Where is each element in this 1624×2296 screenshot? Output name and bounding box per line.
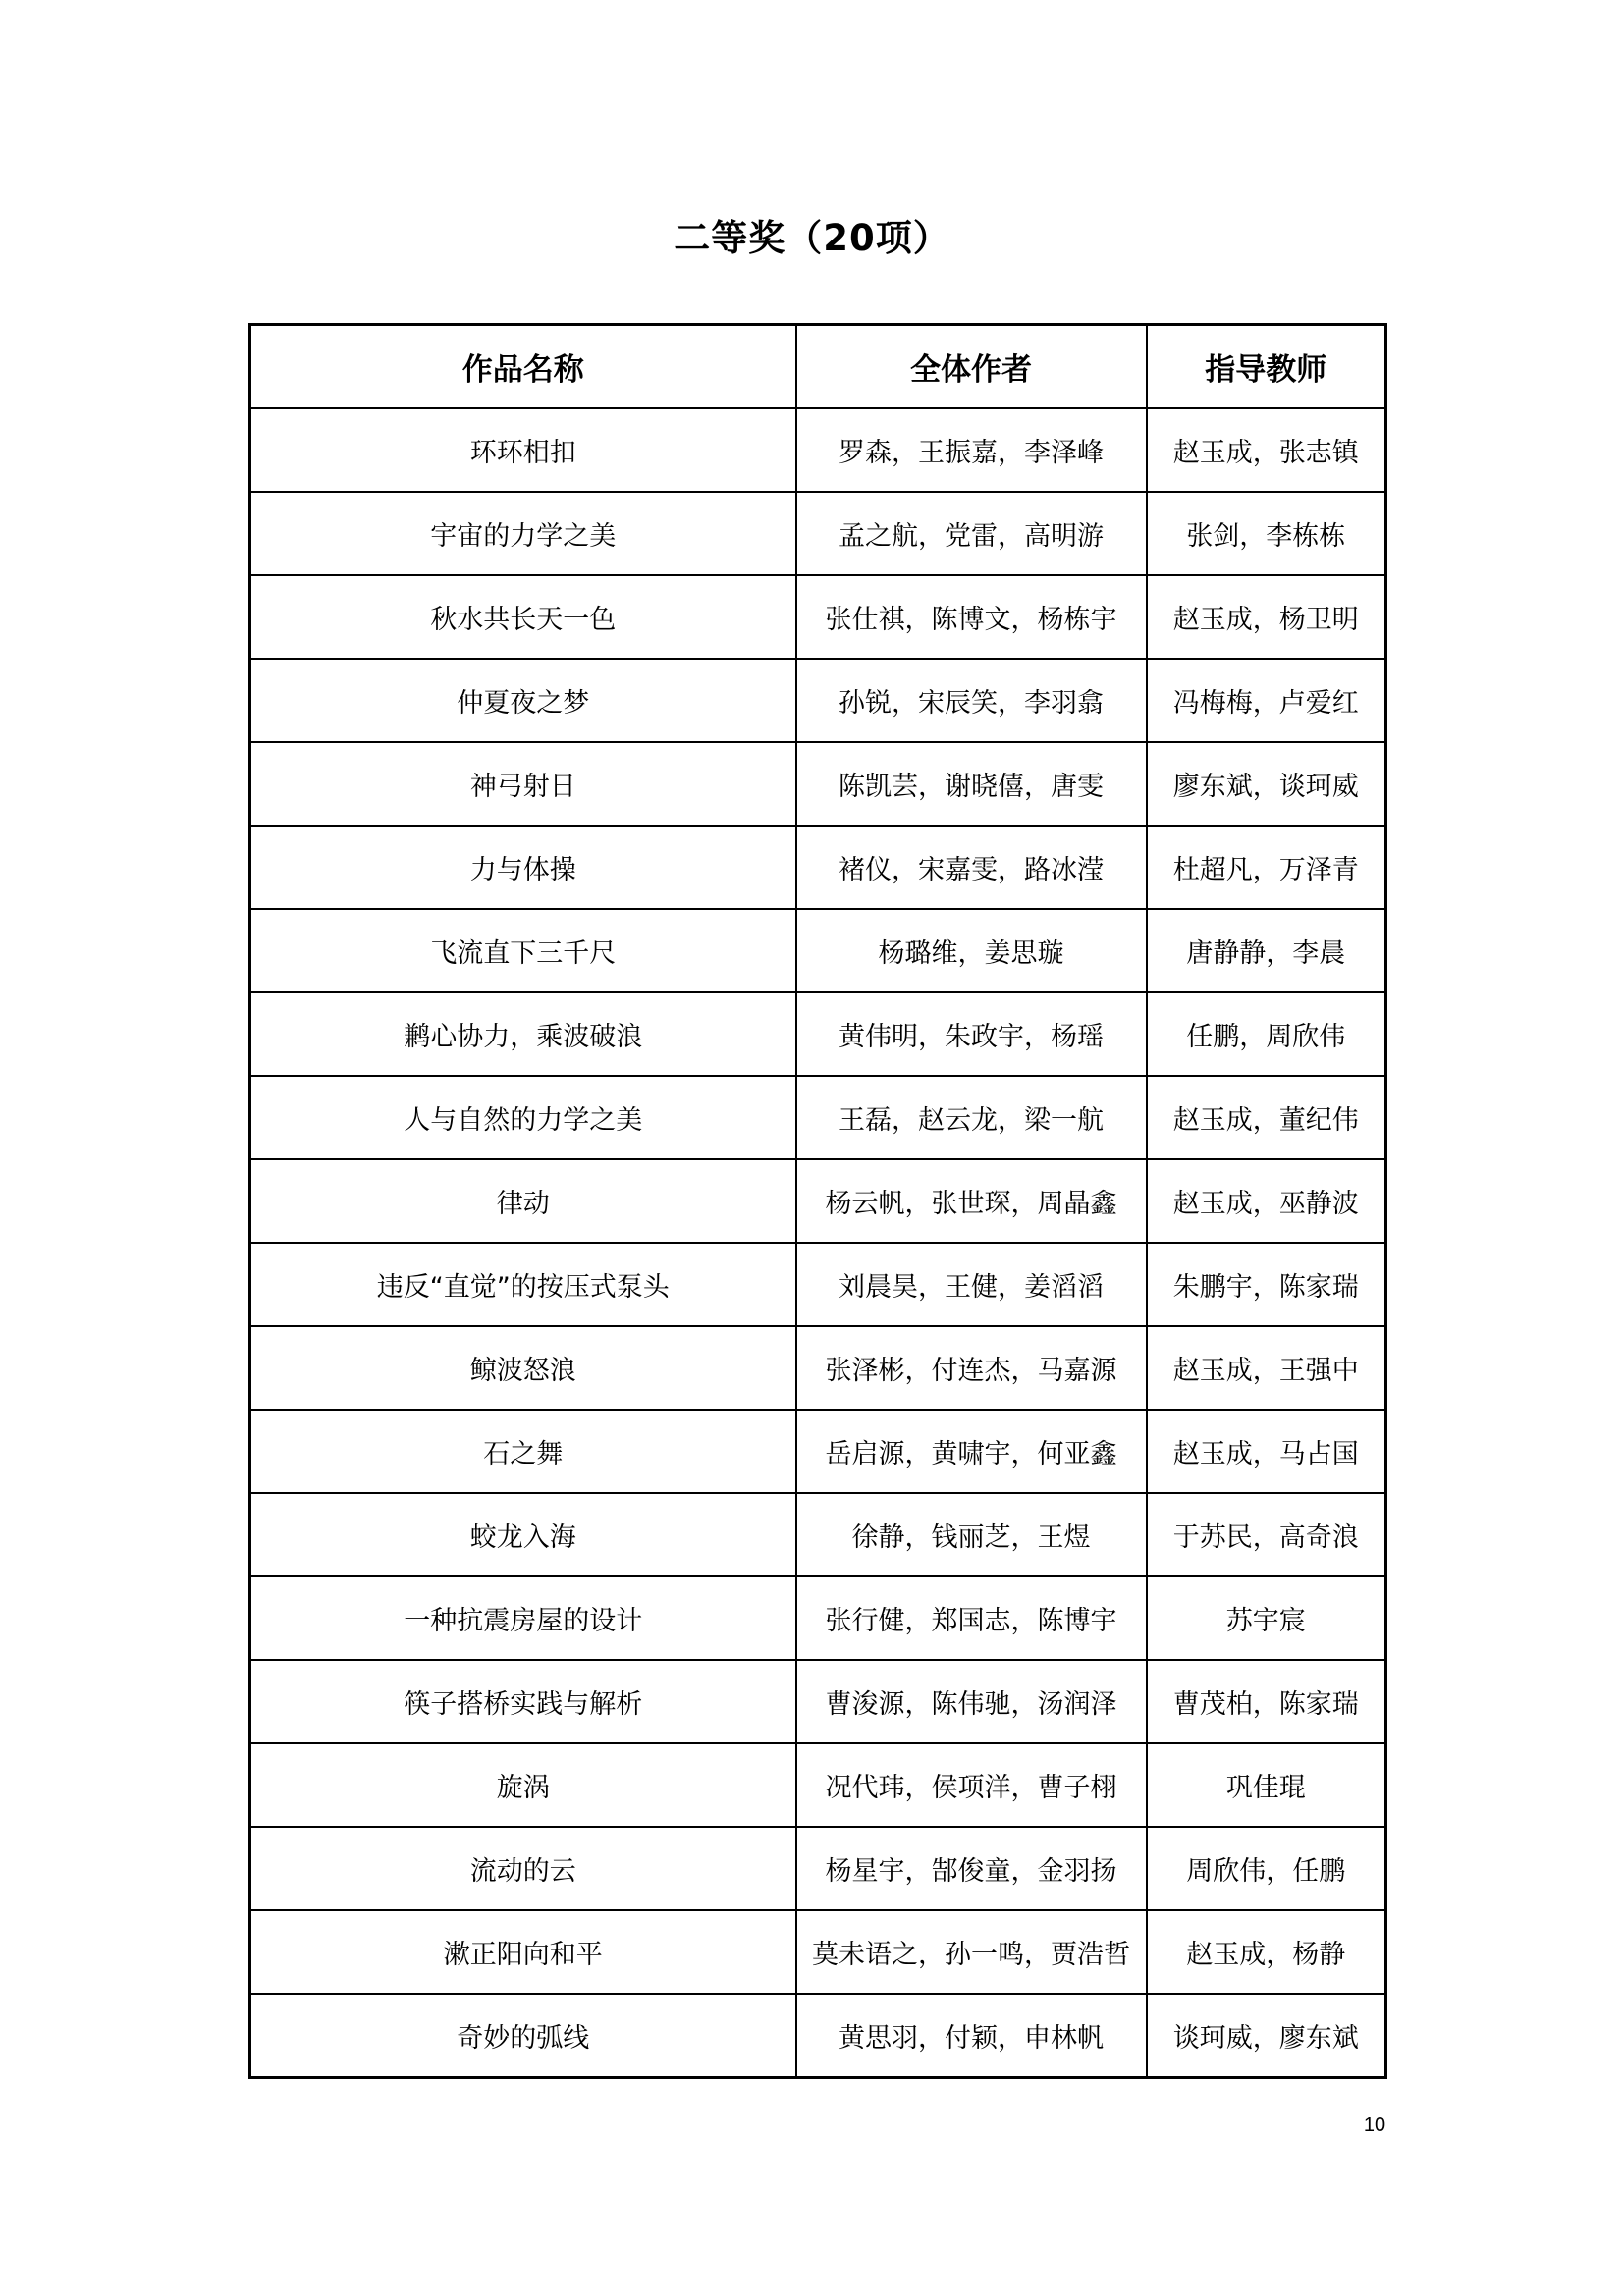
authors-cell: 黄思羽，付颖，申林帆: [796, 1994, 1147, 2078]
table-row: [250, 1910, 1386, 1994]
table-row: [250, 1326, 1386, 1410]
authors-cell: 罗森，王振嘉，李泽峰: [796, 408, 1147, 492]
work-name-cell: 流动的云: [250, 1827, 796, 1910]
authors-cell: 张仕祺，陈博文，杨栋宇: [796, 575, 1147, 659]
authors-cell: 岳启源，黄啸宇，何亚鑫: [796, 1410, 1147, 1493]
award-table: [248, 323, 1387, 2079]
advisors-cell: 任鹏，周欣伟: [1147, 992, 1386, 1076]
advisors-cell: 赵玉成，董纪伟: [1147, 1076, 1386, 1159]
advisors-cell: 赵玉成，王强中: [1147, 1326, 1386, 1410]
advisors-cell: 冯梅梅，卢爱红: [1147, 659, 1386, 742]
advisors-cell: 赵玉成，张志镇: [1147, 408, 1386, 492]
work-name-cell: 石之舞: [250, 1410, 796, 1493]
advisors-cell: 谈珂威，廖东斌: [1147, 1994, 1386, 2078]
header-authors: 全体作者: [796, 325, 1147, 409]
header-advisors: 指导教师: [1147, 325, 1386, 409]
authors-cell: 况代玮，侯项洋，曹子栩: [796, 1743, 1147, 1827]
work-name-cell: 违反“直觉”的按压式泵头: [250, 1243, 796, 1326]
authors-cell: 曹浚源，陈伟驰，汤润泽: [796, 1660, 1147, 1743]
advisors-cell: 于苏民，高奇浪: [1147, 1493, 1386, 1576]
table-row: [250, 742, 1386, 826]
advisors-cell: 廖东斌，谈珂威: [1147, 742, 1386, 826]
work-name-cell: 仲夏夜之梦: [250, 659, 796, 742]
authors-cell: 徐静，钱丽芝，王煜: [796, 1493, 1147, 1576]
authors-cell: 孟之航，党雷，高明游: [796, 492, 1147, 575]
work-name-cell: 鲸波怒浪: [250, 1326, 796, 1410]
work-name-cell: 律动: [250, 1159, 796, 1243]
work-name-cell: 旋涡: [250, 1743, 796, 1827]
section-title: 二等奖（20项）: [674, 217, 950, 259]
authors-cell: 王磊，赵云龙，梁一航: [796, 1076, 1147, 1159]
advisors-cell: 赵玉成，马占国: [1147, 1410, 1386, 1493]
advisors-cell: 朱鹏宇，陈家瑞: [1147, 1243, 1386, 1326]
authors-cell: 张行健，郑国志，陈博宇: [796, 1576, 1147, 1660]
authors-cell: 刘晨昊，王健，姜滔滔: [796, 1243, 1147, 1326]
authors-cell: 黄伟明，朱政宇，杨瑶: [796, 992, 1147, 1076]
table-row: [250, 1743, 1386, 1827]
authors-cell: 杨星宇，郜俊童，金羽扬: [796, 1827, 1147, 1910]
table-row: [250, 1243, 1386, 1326]
table-row: [250, 1576, 1386, 1660]
work-name-cell: 秋水共长天一色: [250, 575, 796, 659]
table-header-row: [250, 325, 1386, 409]
table-row: [250, 909, 1386, 992]
advisors-cell: 唐静静，李晨: [1147, 909, 1386, 992]
advisors-cell: 杜超凡，万泽青: [1147, 826, 1386, 909]
work-name-cell: 蛟龙入海: [250, 1493, 796, 1576]
authors-cell: 杨璐维，姜思璇: [796, 909, 1147, 992]
work-name-cell: 漱正阳向和平: [250, 1910, 796, 1994]
header-work-name: 作品名称: [250, 325, 796, 409]
table-row: [250, 826, 1386, 909]
advisors-cell: 张剑，李栋栋: [1147, 492, 1386, 575]
authors-cell: 褚仪，宋嘉雯，路冰滢: [796, 826, 1147, 909]
authors-cell: 杨云帆，张世琛，周晶鑫: [796, 1159, 1147, 1243]
table-row: [250, 492, 1386, 575]
table-row: [250, 1827, 1386, 1910]
table-body: [250, 408, 1386, 2078]
work-name-cell: 环环相扣: [250, 408, 796, 492]
table-row: [250, 408, 1386, 492]
authors-cell: 张泽彬，付连杰，马嘉源: [796, 1326, 1147, 1410]
page-number: 10: [1363, 2114, 1386, 2136]
work-name-cell: 神弓射日: [250, 742, 796, 826]
advisors-cell: 曹茂柏，陈家瑞: [1147, 1660, 1386, 1743]
advisors-cell: 赵玉成，杨静: [1147, 1910, 1386, 1994]
table-row: [250, 575, 1386, 659]
work-name-cell: 鹣心协力，乘波破浪: [250, 992, 796, 1076]
advisors-cell: 苏宇宸: [1147, 1576, 1386, 1660]
work-name-cell: 一种抗震房屋的设计: [250, 1576, 796, 1660]
work-name-cell: 人与自然的力学之美: [250, 1076, 796, 1159]
table-row: [250, 1994, 1386, 2078]
work-name-cell: 宇宙的力学之美: [250, 492, 796, 575]
table-row: [250, 659, 1386, 742]
work-name-cell: 筷子搭桥实践与解析: [250, 1660, 796, 1743]
table-row: [250, 1660, 1386, 1743]
work-name-cell: 奇妙的弧线: [250, 1994, 796, 2078]
authors-cell: 陈凯芸，谢晓僖，唐雯: [796, 742, 1147, 826]
advisors-cell: 周欣伟，任鹏: [1147, 1827, 1386, 1910]
authors-cell: 孙锐，宋辰笑，李羽翕: [796, 659, 1147, 742]
advisors-cell: 赵玉成，巫静波: [1147, 1159, 1386, 1243]
table-row: [250, 1493, 1386, 1576]
table-row: [250, 1410, 1386, 1493]
table-row: [250, 992, 1386, 1076]
advisors-cell: 赵玉成，杨卫明: [1147, 575, 1386, 659]
table-row: [250, 1159, 1386, 1243]
authors-cell: 莫未语之，孙一鸣，贾浩哲: [796, 1910, 1147, 1994]
advisors-cell: 巩佳琨: [1147, 1743, 1386, 1827]
work-name-cell: 飞流直下三千尺: [250, 909, 796, 992]
work-name-cell: 力与体操: [250, 826, 796, 909]
table-row: [250, 1076, 1386, 1159]
